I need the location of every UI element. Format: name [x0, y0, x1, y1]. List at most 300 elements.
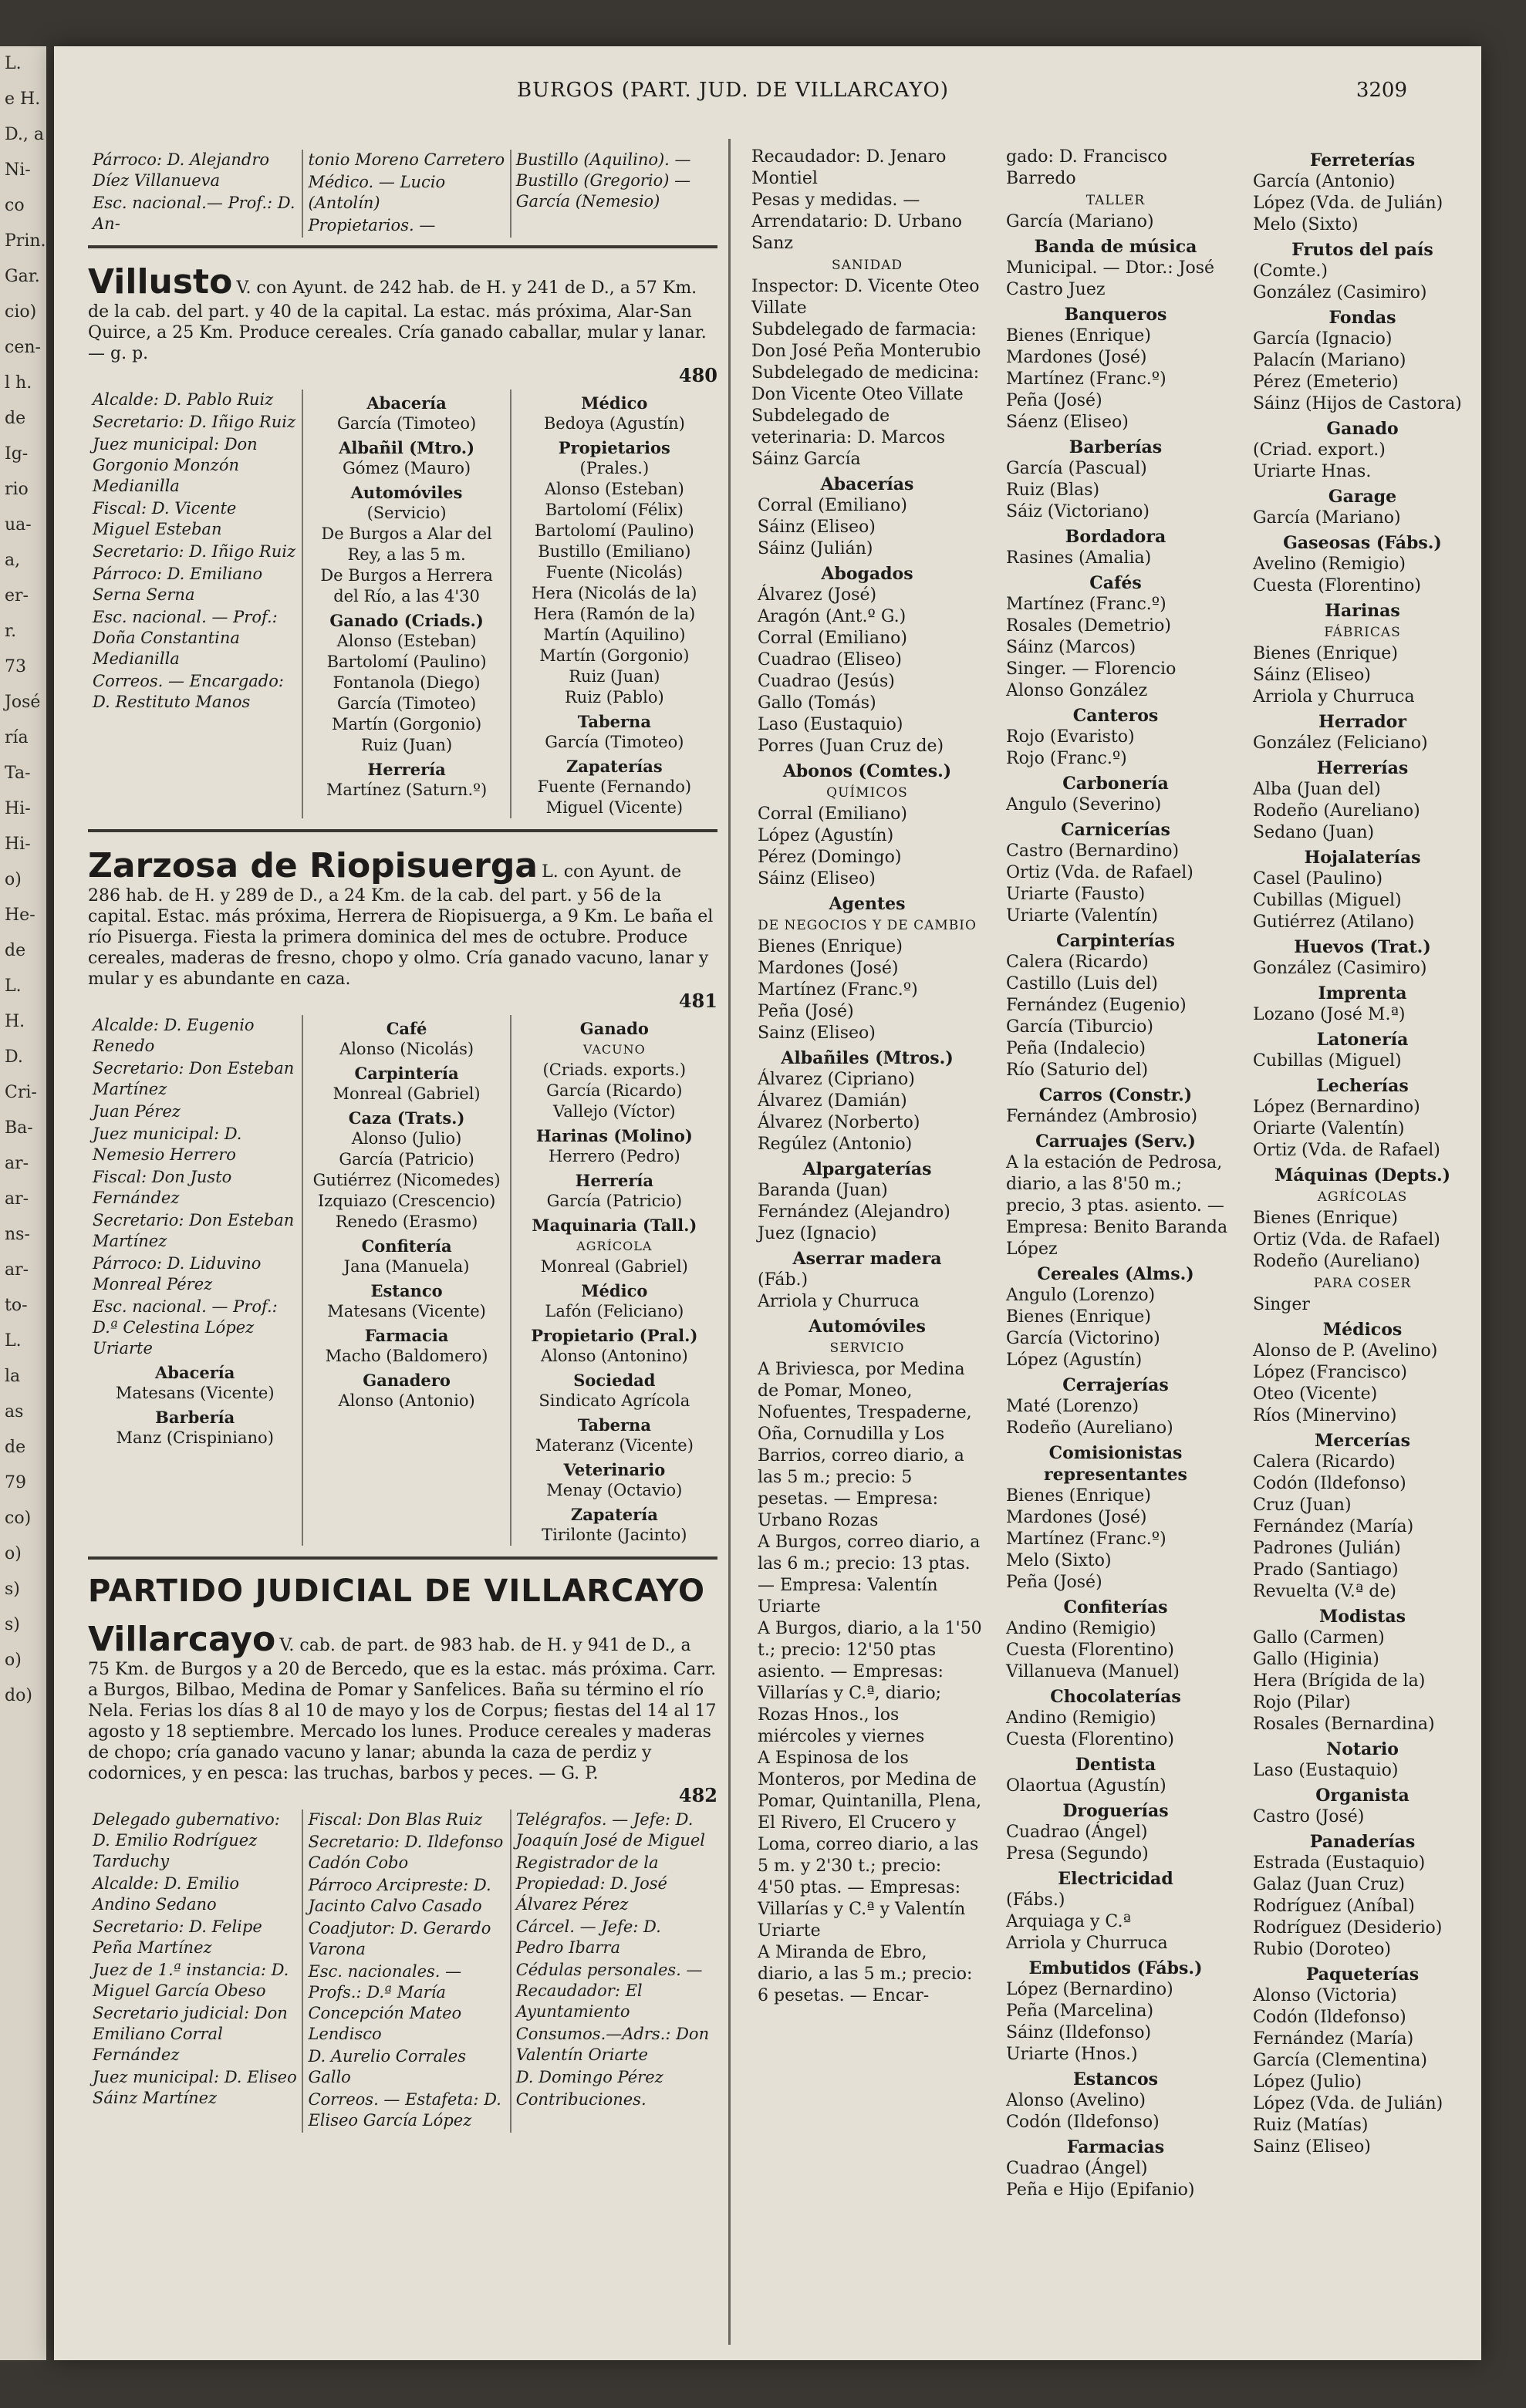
- official-line: Secretario: D. Felipe Peña Martínez: [93, 1917, 262, 1957]
- official-line: Párroco: D. Emiliano Serna Serna: [93, 565, 263, 604]
- category-heading: Fondas: [1328, 308, 1396, 328]
- category-heading: Lecherías: [1316, 1076, 1409, 1096]
- subcategory-label: FÁBRICAS: [1324, 625, 1401, 640]
- listing-item: Peña (José): [758, 1002, 854, 1021]
- listing-item: (Prales.): [579, 459, 650, 477]
- official-line: Correos. — Estafeta: D. Eliseo García López: [308, 2090, 501, 2130]
- listing-item: Martín (Gorgonio): [331, 715, 482, 734]
- listing-item: Arquiaga y C.ª: [1006, 1912, 1131, 1931]
- prev-page-fragment: cio): [5, 302, 37, 322]
- category-heading: Confitería: [361, 1236, 452, 1256]
- category-heading: Taberna: [577, 1415, 651, 1435]
- official-line: Cárcel. — Jefe: D. Pedro Ibarra: [515, 1917, 661, 1957]
- listing-item: Sáinz (Ildefonso): [1006, 2023, 1152, 2042]
- listing-item: (Criads. exports.): [542, 1061, 687, 1079]
- listing-item: González (Casimiro): [1253, 959, 1427, 978]
- listing-item: Álvarez (José): [758, 585, 877, 605]
- entry-number: 481: [678, 990, 717, 1012]
- category-heading: Organista: [1315, 1786, 1410, 1806]
- prev-page-fragment: to-: [5, 1296, 28, 1315]
- category-heading: Estancos: [1072, 2069, 1159, 2089]
- official-line: Secretario: D. Ildefonso Cadón Cobo: [308, 1833, 504, 1872]
- listing-item: Revuelta (V.ª de): [1253, 1582, 1396, 1601]
- listing-item: Codón (Ildefonso): [1006, 2113, 1160, 2132]
- listing-item: Bedoya (Agustín): [543, 414, 685, 433]
- subcategory-label: PARA COSER: [1313, 1276, 1412, 1291]
- listing-item: Rojo (Pilar): [1253, 1693, 1351, 1712]
- listing-item: Olaortua (Agustín): [1006, 1776, 1166, 1796]
- column-divider: [728, 139, 731, 2345]
- prev-page-fragment: ar-: [5, 1154, 29, 1173]
- listing-item: López (Francisco): [1253, 1363, 1407, 1382]
- category-heading: Agentes: [829, 894, 906, 914]
- listing-item: Peña (José): [1006, 391, 1102, 410]
- listing-item: Corral (Emiliano): [758, 629, 907, 648]
- category-heading: Abogados: [821, 564, 913, 584]
- category-heading: Abacerías: [820, 474, 914, 494]
- subcategory-label: AGRÍCOLA: [576, 1239, 653, 1253]
- category-heading: Carruajes (Serv.): [1035, 1131, 1196, 1152]
- listing-item: López (Bernardino): [1006, 1980, 1173, 1999]
- prev-page-fragment: er-: [5, 586, 29, 605]
- entry-number: 480: [678, 364, 717, 386]
- listing-item: Gutiérrez (Nicomedes): [312, 1171, 501, 1189]
- listing-item: Ríos (Minervino): [1253, 1406, 1397, 1425]
- listing-item: Peña (Marcelina): [1006, 2002, 1154, 2021]
- listing-item: Jana (Manuela): [343, 1257, 470, 1276]
- listing-item: Fernández (María): [1253, 2029, 1414, 2049]
- entry-villusto: [88, 262, 717, 818]
- category-heading: Barbería: [155, 1408, 235, 1427]
- official-line: Secretario judicial: Don Emiliano Corral Fernández: [93, 2004, 288, 2064]
- listing-item: Sáinz (Julián): [758, 539, 873, 558]
- official-line: Párroco Arcipreste: D. Jacinto Calvo Casado: [308, 1876, 491, 1915]
- listing-item: García (Timoteo): [336, 694, 477, 713]
- listing-item: Sáenz (Eliseo): [1006, 413, 1129, 432]
- entry-listings: [88, 1809, 717, 2133]
- listing-item: Renedo (Erasmo): [335, 1212, 478, 1231]
- category-heading: Alpargaterías: [802, 1159, 932, 1179]
- entry-listings: [88, 390, 717, 818]
- listing-item: Martínez (Saturn.º): [326, 781, 488, 799]
- category-heading: Taberna: [577, 712, 651, 731]
- subcategory-label: SANIDAD: [831, 258, 903, 273]
- prev-page-fragment: Ni-: [5, 160, 31, 180]
- official-line: Esc. nacional. — Prof.: D.ª Celestina López Uriarte: [93, 1297, 278, 1357]
- official-line: Subdelegado de medicina: Don Vicente Oteo Villate: [751, 363, 980, 404]
- category-heading: Abacería: [155, 1363, 235, 1382]
- listing-item: Rodríguez (Desiderio): [1253, 1918, 1443, 1938]
- prev-page-fragment: ar-: [5, 1260, 29, 1280]
- official-line: Juez de 1.ª instancia: D. Miguel García Obeso: [93, 1961, 289, 2000]
- listing-item: Monreal (Gabriel): [540, 1257, 688, 1276]
- category-heading: Abacería: [366, 393, 447, 413]
- listing-item: Gómez (Mauro): [343, 459, 471, 477]
- official-line: Correos. — Encargado: D. Restituto Manos: [93, 672, 284, 711]
- prev-page-fragment: José: [5, 693, 41, 712]
- category-heading: Médico: [581, 1281, 648, 1300]
- prev-page-fragment: D.: [5, 1047, 23, 1067]
- category-heading: Mercerías: [1315, 1431, 1410, 1451]
- prev-page-fragment: o): [5, 1651, 22, 1670]
- listing-item: Río (Saturio del): [1006, 1061, 1149, 1080]
- listing-item: García (Timoteo): [545, 733, 684, 751]
- category-heading: Carpintería: [354, 1064, 459, 1083]
- category-heading: Farmacia: [364, 1326, 449, 1345]
- listing-item: Álvarez (Norberto): [758, 1113, 920, 1132]
- listing-item: García (Patricio): [546, 1192, 683, 1210]
- category-heading: Ferreterías: [1309, 150, 1416, 170]
- category-heading: Confiterías: [1063, 1597, 1168, 1617]
- listing-item: Rodeño (Aureliano): [1006, 1418, 1173, 1438]
- listing-item: López (Agustín): [758, 826, 894, 845]
- official-line: Fiscal: D. Vicente Miguel Esteban: [93, 499, 237, 538]
- listing-item: Angulo (Severino): [1006, 795, 1162, 814]
- listing-item: Melo (Sixto): [1006, 1551, 1112, 1570]
- official-line: Juez municipal: Don Gorgonio Monzón Medianilla: [93, 435, 258, 495]
- entry-villarcayo: [88, 1620, 717, 2133]
- listing-item: Bienes (Enrique): [1253, 1209, 1398, 1228]
- listing-item: Fernández (María): [1253, 1517, 1414, 1536]
- entry-description: L. con Ayunt. de 286 hab. de H. y 289 de D., a 24 Km. de la cab. del part. y 56 de la capital. Estac. más próxima, Herrera de Riopisuerga, a 9 Km. Le baña el río Pisuerga. Fiesta la primera dominica del mes de octubre. Produce cereales, maderas de fresno, chopo y olmo. Cría ganado vacuno, lanar y mular y es abundante en caza.: [88, 862, 714, 989]
- listing-item: Bienes (Enrique): [1006, 1307, 1151, 1327]
- listing-item: Alonso (Antonino): [540, 1347, 688, 1365]
- listing-item: Sáinz (Hijos de Castora): [1253, 394, 1462, 413]
- listing-item: Sainz (Eliseo): [758, 1024, 876, 1043]
- listing-item: Martínez (Franc.º): [758, 980, 918, 1000]
- listing-item: A la estación de Pedrosa, diario, a las 8'50 m.; precio, 3 ptas. asiento. — Empresa: Benito Baranda López: [1006, 1153, 1228, 1259]
- category-heading: Chocolaterías: [1050, 1687, 1181, 1707]
- official-line: Esc. nacional. — Prof.: Doña Constantina Medianilla: [93, 608, 278, 668]
- category-heading: Canteros: [1072, 706, 1159, 726]
- category-heading: Propietarios: [558, 438, 670, 457]
- subcategory-label: DE NEGOCIOS Y DE CAMBIO: [758, 918, 977, 933]
- category-heading: Carpinterías: [1056, 931, 1175, 951]
- listing-item: Andino (Remigio): [1006, 1708, 1156, 1728]
- listing-item: Gallo (Tomás): [758, 693, 876, 713]
- listing-item: Rojo (Evaristo): [1006, 727, 1135, 747]
- listing-item: Fuente (Fernando): [537, 777, 692, 796]
- listing-item: Codón (Ildefonso): [1253, 1474, 1406, 1493]
- prev-page-fragment: o): [5, 870, 22, 889]
- official-line: Secretario: Don Esteban Martínez: [93, 1059, 295, 1098]
- listing-item: Calera (Ricardo): [1006, 953, 1149, 972]
- prev-page-fragment: co): [5, 1509, 32, 1528]
- category-heading: Herrería: [367, 760, 446, 779]
- listing-item: Cuadrao (Jesús): [758, 672, 895, 691]
- listing-item: Arriola y Churruca: [1253, 687, 1415, 707]
- official-line: Secretario: D. Iñigo Ruiz: [93, 413, 296, 431]
- prev-page-fragment: r.: [5, 622, 17, 641]
- listing-item: Rojo (Franc.º): [1006, 749, 1127, 768]
- listing-item: Gallo (Higinia): [1253, 1650, 1379, 1669]
- prev-page-fragment: rio: [5, 480, 29, 499]
- prev-page-fragment: la: [5, 1367, 21, 1386]
- listing-item: Lafón (Feliciano): [545, 1302, 684, 1320]
- listing-item: Ruiz (Juan): [360, 736, 453, 754]
- section-rule: [88, 245, 717, 248]
- listing-item: Melo (Sixto): [1253, 215, 1359, 234]
- right-column-1: [751, 147, 983, 2007]
- listing-item: Alonso (Esteban): [336, 632, 477, 650]
- listing-item: Bustillo (Emiliano): [538, 542, 691, 561]
- category-heading: Harinas (Molino): [535, 1126, 693, 1145]
- partido-heading: PARTIDO JUDICIAL DE VILLARCAYO: [88, 1573, 706, 1609]
- prev-page-fragment: ua-: [5, 515, 32, 535]
- listing-item: Rosales (Bernardina): [1253, 1715, 1435, 1734]
- listing-item: García (Clementina): [1253, 2051, 1427, 2070]
- listing-item: Castro (Bernardino): [1006, 841, 1180, 861]
- listing-item: A Burgos, diario, a la 1'50 t.; precio: 12'50 ptas asiento. — Empresas: Villarías y C.ª, diario; Rozas Hnos., los miércoles y viernes: [758, 1619, 982, 1746]
- category-heading: Zapatería: [570, 1505, 658, 1524]
- category-heading: Comisionistas representantes: [1044, 1443, 1187, 1485]
- listing-item: Vallejo (Víctor): [553, 1102, 676, 1121]
- listing-item: García (Victorino): [1006, 1329, 1160, 1348]
- listing-item: López (Vda. de Julián): [1253, 2094, 1443, 2113]
- category-heading: Dentista: [1075, 1755, 1156, 1775]
- listing-item: Alonso (Victoria): [1253, 1986, 1397, 2005]
- category-heading: Aserrar madera: [792, 1249, 942, 1269]
- category-heading: Cerrajerías: [1062, 1375, 1169, 1395]
- listing-item: Rosales (Demetrio): [1006, 616, 1171, 636]
- category-heading: Caza (Trats.): [348, 1108, 465, 1128]
- listing-item: Uriarte (Hnos.): [1006, 2045, 1138, 2064]
- official-line: Cédulas personales. — Recaudador: El Ayuntamiento: [515, 1961, 703, 2021]
- listing-item: Cuesta (Florentino): [1006, 1730, 1174, 1749]
- listing-item: García (Mariano): [1253, 508, 1401, 528]
- listing-item: (Servicio): [366, 504, 447, 522]
- listing-item: A Burgos, correo diario, a las 6 m.; precio: 13 ptas. — Empresa: Valentín Uriarte: [758, 1533, 981, 1617]
- category-heading: Zapaterías: [565, 757, 663, 776]
- official-line: Párroco: D. Liduvino Monreal Pérez: [93, 1254, 262, 1293]
- listing-item: García (Patricio): [339, 1150, 474, 1169]
- category-heading: Droguerías: [1062, 1801, 1169, 1821]
- official-line: Bustillo (Aquilino). — Bustillo (Gregorio) —García (Nemesio): [515, 150, 691, 211]
- listing-item: García (Antonio): [1253, 172, 1396, 191]
- official-line: D. Aurelio Corrales Gallo: [308, 2047, 467, 2086]
- listing-item: Hera (Nicolás de la): [532, 584, 697, 602]
- listing-item: Cuadrao (Ángel): [1006, 2159, 1148, 2178]
- listing-item: Maté (Lorenzo): [1006, 1397, 1139, 1416]
- official-line: Alcalde: D. Pablo Ruiz: [93, 390, 274, 409]
- listing-item: García (Tiburcio): [1006, 1017, 1153, 1037]
- category-heading: Herrerías: [1316, 758, 1409, 778]
- prev-page-fragment: Cri-: [5, 1083, 37, 1102]
- listing-item: Galaz (Juan Cruz): [1253, 1875, 1405, 1894]
- category-heading: Ganado (Criads.): [329, 611, 484, 630]
- listing-item: Fernández (Ambrosio): [1006, 1107, 1198, 1126]
- prev-page-fragment: as: [5, 1402, 24, 1422]
- official-line: Inspector: D. Vicente Oteo Villate: [751, 277, 980, 318]
- listing-item: (Criad. export.): [1253, 440, 1386, 460]
- official-line: Juez municipal: D. Nemesio Herrero: [93, 1125, 242, 1164]
- listing-item: Martínez (Franc.º): [1006, 1529, 1166, 1549]
- directory-page: [54, 46, 1481, 2360]
- category-heading: Ganadero: [363, 1371, 451, 1390]
- prev-page-fragment: e H.: [5, 89, 41, 109]
- listing-item: Cuesta (Florentino): [1253, 576, 1421, 595]
- listing-item: Castro (José): [1253, 1807, 1365, 1826]
- prev-page-fragment: s): [5, 1580, 20, 1599]
- entry-name: Villusto: [88, 262, 233, 302]
- listing-item: Ruiz (Pablo): [564, 688, 664, 707]
- official-line: Subdelegado de veterinaria: D. Marcos Sáinz García: [751, 406, 946, 469]
- category-heading: Paqueterías: [1305, 1965, 1420, 1985]
- listing-item: De Burgos a Alar del Rey, a las 5 m.: [321, 524, 492, 564]
- listing-item: Fontanola (Diego): [333, 673, 481, 692]
- official-line: Fiscal: Don Justo Fernández: [93, 1168, 232, 1207]
- category-heading: Café: [386, 1019, 427, 1038]
- listing-item: García (Ignacio): [1253, 329, 1393, 349]
- listing-item: Bartolomí (Félix): [545, 501, 684, 519]
- category-heading: Abonos (Comtes.): [782, 761, 952, 781]
- right-column-2: [1000, 147, 1231, 2201]
- listing-item: Ortiz (Vda. de Rafael): [1253, 1141, 1440, 1160]
- listing-item: Ruiz (Matías): [1253, 2116, 1369, 2135]
- listing-item: De Burgos a Herrera del Río, a las 4'30: [320, 566, 493, 605]
- category-heading: Médicos: [1322, 1320, 1403, 1340]
- listing-item: Manz (Crispiniano): [116, 1428, 274, 1447]
- official-line: Médico. — Lucio (Antolín): [308, 173, 446, 212]
- listing-item: Fernández (Alejandro): [758, 1202, 950, 1222]
- page-header: [54, 79, 1481, 110]
- listing-item: López (Bernardino): [1253, 1098, 1420, 1117]
- listing-item: Mardones (José): [1006, 1508, 1147, 1527]
- listing-item: Angulo (Lorenzo): [1006, 1286, 1156, 1305]
- listing-item: Oriarte (Valentín): [1253, 1119, 1405, 1138]
- listing-item: Sindicato Agrícola: [538, 1391, 690, 1410]
- listing-item: Pérez (Emeterio): [1253, 373, 1399, 392]
- prev-page-fragment: de: [5, 409, 26, 428]
- category-heading: Máquinas (Depts.): [1274, 1165, 1451, 1185]
- listing-item: Arriola y Churruca: [1006, 1934, 1168, 1953]
- listing-item: García (Ricardo): [546, 1081, 683, 1100]
- listing-item: Baranda (Juan): [758, 1181, 888, 1200]
- listing-item: Casel (Paulino): [1253, 869, 1383, 889]
- previous-page-strip: [0, 46, 46, 2360]
- listing-item: Bartolomí (Paulino): [534, 521, 694, 540]
- official-line: Subdelegado de farmacia: Don José Peña Monterubio: [751, 320, 981, 361]
- category-heading: Panaderías: [1309, 1832, 1416, 1852]
- listing-item: Castillo (Luis del): [1006, 974, 1158, 993]
- prev-page-fragment: ar-: [5, 1189, 29, 1209]
- section-rule: [88, 829, 717, 832]
- listing-item: (Fábs.): [1006, 1890, 1065, 1910]
- category-heading: Maquinaria (Tall.): [532, 1216, 697, 1235]
- category-heading: Cafés: [1089, 573, 1142, 593]
- subcategory-label: SERVICIO: [829, 1341, 905, 1356]
- prev-page-fragment: co: [5, 196, 25, 215]
- category-heading: Herrería: [575, 1171, 653, 1190]
- category-heading: Embutidos (Fábs.): [1028, 1958, 1203, 1978]
- listing-item: Martín (Gorgonio): [539, 646, 690, 665]
- official-line: tonio Moreno Carretero: [308, 150, 505, 169]
- prev-page-fragment: He-: [5, 906, 35, 925]
- listing-item: Gutiérrez (Atilano): [1253, 912, 1415, 932]
- category-heading: Albañil (Mtro.): [339, 438, 475, 457]
- listing-item: García (Timoteo): [336, 414, 477, 433]
- category-heading: Bordadora: [1065, 527, 1166, 547]
- listing-item: Andino (Remigio): [1006, 1619, 1156, 1638]
- listing-item: Alonso (Julio): [351, 1129, 462, 1148]
- running-title: BURGOS (PART. JUD. DE VILLARCAYO): [517, 79, 949, 102]
- prev-page-fragment: Prin.: [5, 231, 46, 251]
- prev-page-fragment: ns-: [5, 1225, 30, 1244]
- category-heading: Veterinario: [563, 1460, 666, 1479]
- listing-item: Corral (Emiliano): [758, 804, 907, 824]
- listing-item: Alonso (Antonio): [338, 1391, 475, 1410]
- listing-item: A Briviesca, por Medina de Pomar, Moneo, Nofuentes, Trespaderne, Oña, Cornudilla y Los Barrios, correo diario, a las 5 m.; precio: 5 pesetas. — Empresa: Urbano Rozas: [758, 1360, 972, 1530]
- prev-page-fragment: L.: [5, 976, 22, 996]
- category-heading: Estanco: [370, 1281, 443, 1300]
- prev-page-fragment: L.: [5, 1331, 22, 1351]
- listing-item: gado: D. Francisco Barredo: [1006, 147, 1168, 188]
- listing-item: Martínez (Franc.º): [1006, 369, 1166, 389]
- category-heading: Sociedad: [573, 1371, 656, 1390]
- listing-item: López (Agustín): [1006, 1351, 1143, 1370]
- listing-item: Alba (Juan del): [1253, 780, 1381, 799]
- prev-page-fragment: Ba-: [5, 1118, 33, 1138]
- prev-page-fragment: L.: [5, 54, 22, 73]
- listing-item: Gallo (Carmen): [1253, 1628, 1385, 1647]
- listing-item: Cuesta (Florentino): [1006, 1641, 1174, 1660]
- listing-item: Herrero (Pedro): [548, 1147, 680, 1165]
- listing-item: Peña (José): [1006, 1573, 1102, 1592]
- listing-item: Rodeño (Aureliano): [1253, 801, 1420, 821]
- category-heading: Imprenta: [1318, 983, 1407, 1003]
- subcategory-label: AGRÍCOLAS: [1317, 1189, 1408, 1205]
- official-line: Secretario: D. Iñigo Ruiz: [93, 542, 296, 561]
- listing-item: Ortiz (Vda. de Rafael): [1253, 1230, 1440, 1250]
- official-line: Secretario: Don Esteban Martínez: [93, 1211, 295, 1250]
- listing-item: Sáinz (Eliseo): [758, 869, 876, 889]
- official-line: Párroco: D. Alejandro Díez Villanueva: [93, 150, 270, 190]
- official-line: Esc. nacionales. — Profs.: D.ª María Concepción Mateo Lendisco: [308, 1962, 462, 2043]
- prev-page-fragment: l h.: [5, 373, 32, 393]
- category-heading: Ganado: [1326, 419, 1399, 439]
- official-line: Juez municipal: D. Eliseo Sáinz Martínez: [93, 2068, 297, 2107]
- listing-item: Codón (Ildefonso): [1253, 2008, 1406, 2027]
- listing-item: Porres (Juan Cruz de): [758, 737, 944, 756]
- category-heading: Carnicerías: [1061, 820, 1170, 840]
- listing-item: Bartolomí (Paulino): [326, 653, 487, 671]
- subcategory-label: TALLER: [1085, 193, 1146, 208]
- category-heading: Huevos (Trat.): [1294, 937, 1431, 957]
- listing-item: Bienes (Enrique): [1006, 326, 1151, 346]
- category-heading: Barberías: [1069, 437, 1163, 457]
- listing-item: Peña (Indalecio): [1006, 1039, 1146, 1058]
- category-heading: Gaseosas (Fábs.): [1283, 533, 1442, 553]
- category-heading: Hojalaterías: [1304, 848, 1421, 868]
- entry-name: Villarcayo: [88, 1620, 276, 1659]
- listing-item: Uriarte (Fausto): [1006, 885, 1146, 904]
- listing-item: Aragón (Ant.º G.): [758, 607, 906, 626]
- listing-item: Bienes (Enrique): [1006, 1486, 1151, 1506]
- listing-item: Alonso (Avelino): [1006, 2091, 1146, 2110]
- listing-item: Mardones (José): [758, 959, 899, 978]
- category-heading: Modistas: [1319, 1607, 1406, 1627]
- listing-item: Martínez (Franc.º): [1006, 595, 1166, 614]
- listing-item: Miguel (Vicente): [545, 798, 684, 817]
- category-heading: Automóviles: [350, 483, 463, 502]
- category-heading: Farmacias: [1066, 2137, 1165, 2157]
- category-heading: Electricidad: [1058, 1869, 1173, 1889]
- category-heading: Médico: [581, 393, 648, 413]
- official-line: Fiscal: Don Blas Ruiz: [308, 1810, 483, 1829]
- listing-item: Rodeño (Aureliano): [1253, 1252, 1420, 1271]
- prev-page-fragment: Ig-: [5, 444, 29, 464]
- left-column: [88, 147, 717, 2143]
